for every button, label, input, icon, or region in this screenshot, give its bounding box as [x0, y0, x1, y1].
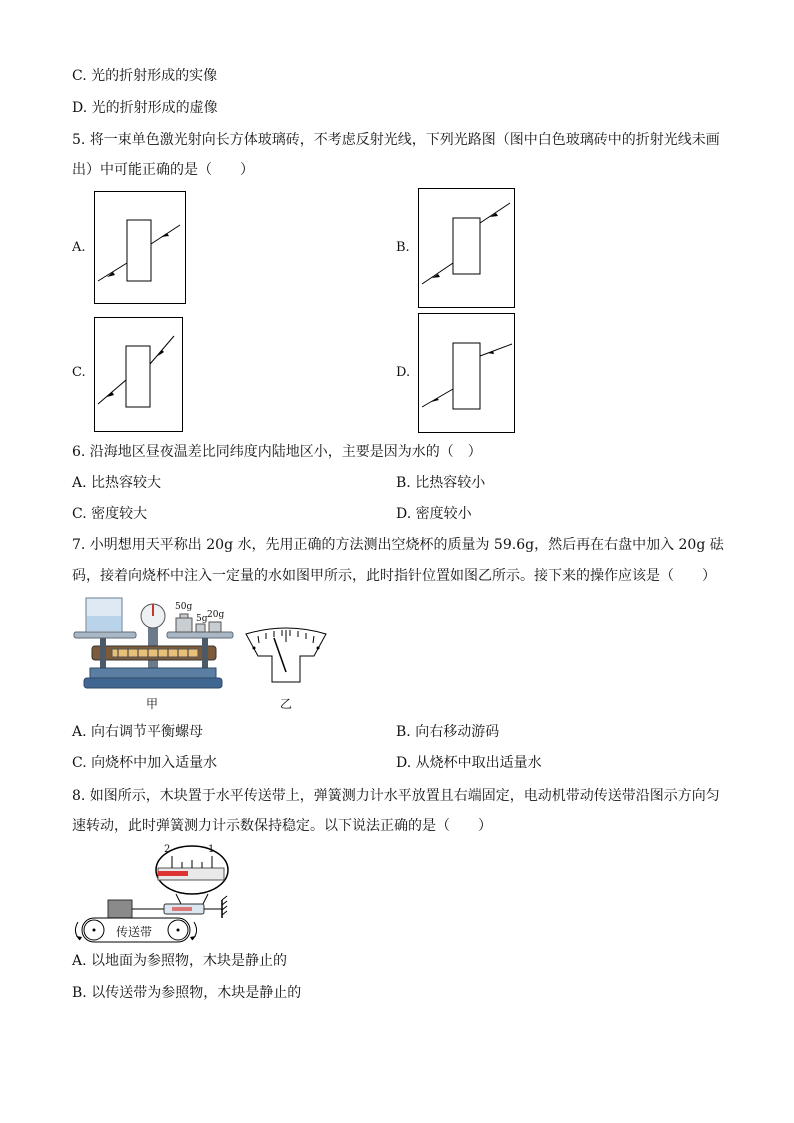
pointer-scale-figure-yi [244, 626, 328, 684]
q5-diagram-a [94, 191, 186, 304]
q7-stem-line2: 码，接着向烧杯中注入一定量的水如图甲所示，此时指针位置如图乙所示。接下来的操作应该是（ ） [72, 568, 716, 584]
belt-label: 传送带 [116, 925, 153, 939]
q5-stem-line2: 出）中可能正确的是（ ） [72, 162, 254, 178]
q5-diagram-c [94, 317, 183, 432]
q6-option-b: B. 比热容较小 [396, 475, 486, 491]
q5-option-b-label: B. [396, 240, 410, 255]
q6-option-a: A. 比热容较大 [72, 475, 162, 491]
q7-option-b: B. 向右移动游码 [396, 724, 500, 740]
q8-option-a: A. 以地面为参照物，木块是静止的 [72, 953, 288, 969]
q7-option-c: C. 向烧杯中加入适量水 [72, 755, 218, 771]
weight-label-20g: 20g [207, 610, 225, 620]
q5-option-a-label: A. [72, 240, 86, 255]
figure-label-jia: 甲 [146, 697, 159, 711]
weight-label-50g: 50g [175, 602, 193, 612]
scale-mark-1: 1 [208, 844, 215, 855]
q5-diagram-b [418, 188, 515, 308]
q7-option-d: D. 从烧杯中取出适量水 [396, 755, 542, 771]
q7-option-a: A. 向右调节平衡螺母 [72, 724, 204, 740]
q8-option-b: B. 以传送带为参照物，木块是静止的 [72, 985, 302, 1001]
scale-mark-2: 2 [164, 844, 171, 855]
q4-option-d: D. 光的折射形成的虚像 [72, 100, 218, 116]
q6-option-d: D. 密度较小 [396, 506, 472, 522]
q5-diagram-d [418, 313, 515, 433]
conveyor-belt-figure [72, 842, 232, 944]
q5-stem-line1: 5. 将一束单色激光射向长方体玻璃砖，不考虑反射光线，下列光路图（图中白色玻璃砖中的折射光线未画 [72, 132, 720, 148]
balance-figure-jia [72, 592, 237, 696]
q8-stem-line2: 速转动，此时弹簧测力计示数保持稳定。以下说法正确的是（ ） [72, 818, 492, 834]
q6-option-c: C. 密度较大 [72, 506, 148, 522]
q5-option-d-label: D. [396, 365, 411, 380]
q4-option-c: C. 光的折射形成的实像 [72, 68, 218, 84]
weight-label-5g: 5g [196, 614, 208, 624]
q6-stem: 6. 沿海地区昼夜温差比同纬度内陆地区小，主要是因为水的（ ） [72, 444, 482, 460]
q8-stem-line1: 8. 如图所示，木块置于水平传送带上，弹簧测力计水平放置且右端固定，电动机带动传送带沿图示方向匀 [72, 788, 720, 804]
q7-stem-line1: 7. 小明想用天平称出 20g 水，先用正确的方法测出空烧杯的质量为 59.6g，然后再在右盘中加入 20g 砝 [72, 537, 724, 553]
figure-label-yi: 乙 [280, 697, 293, 711]
q5-option-c-label: C. [72, 365, 86, 380]
